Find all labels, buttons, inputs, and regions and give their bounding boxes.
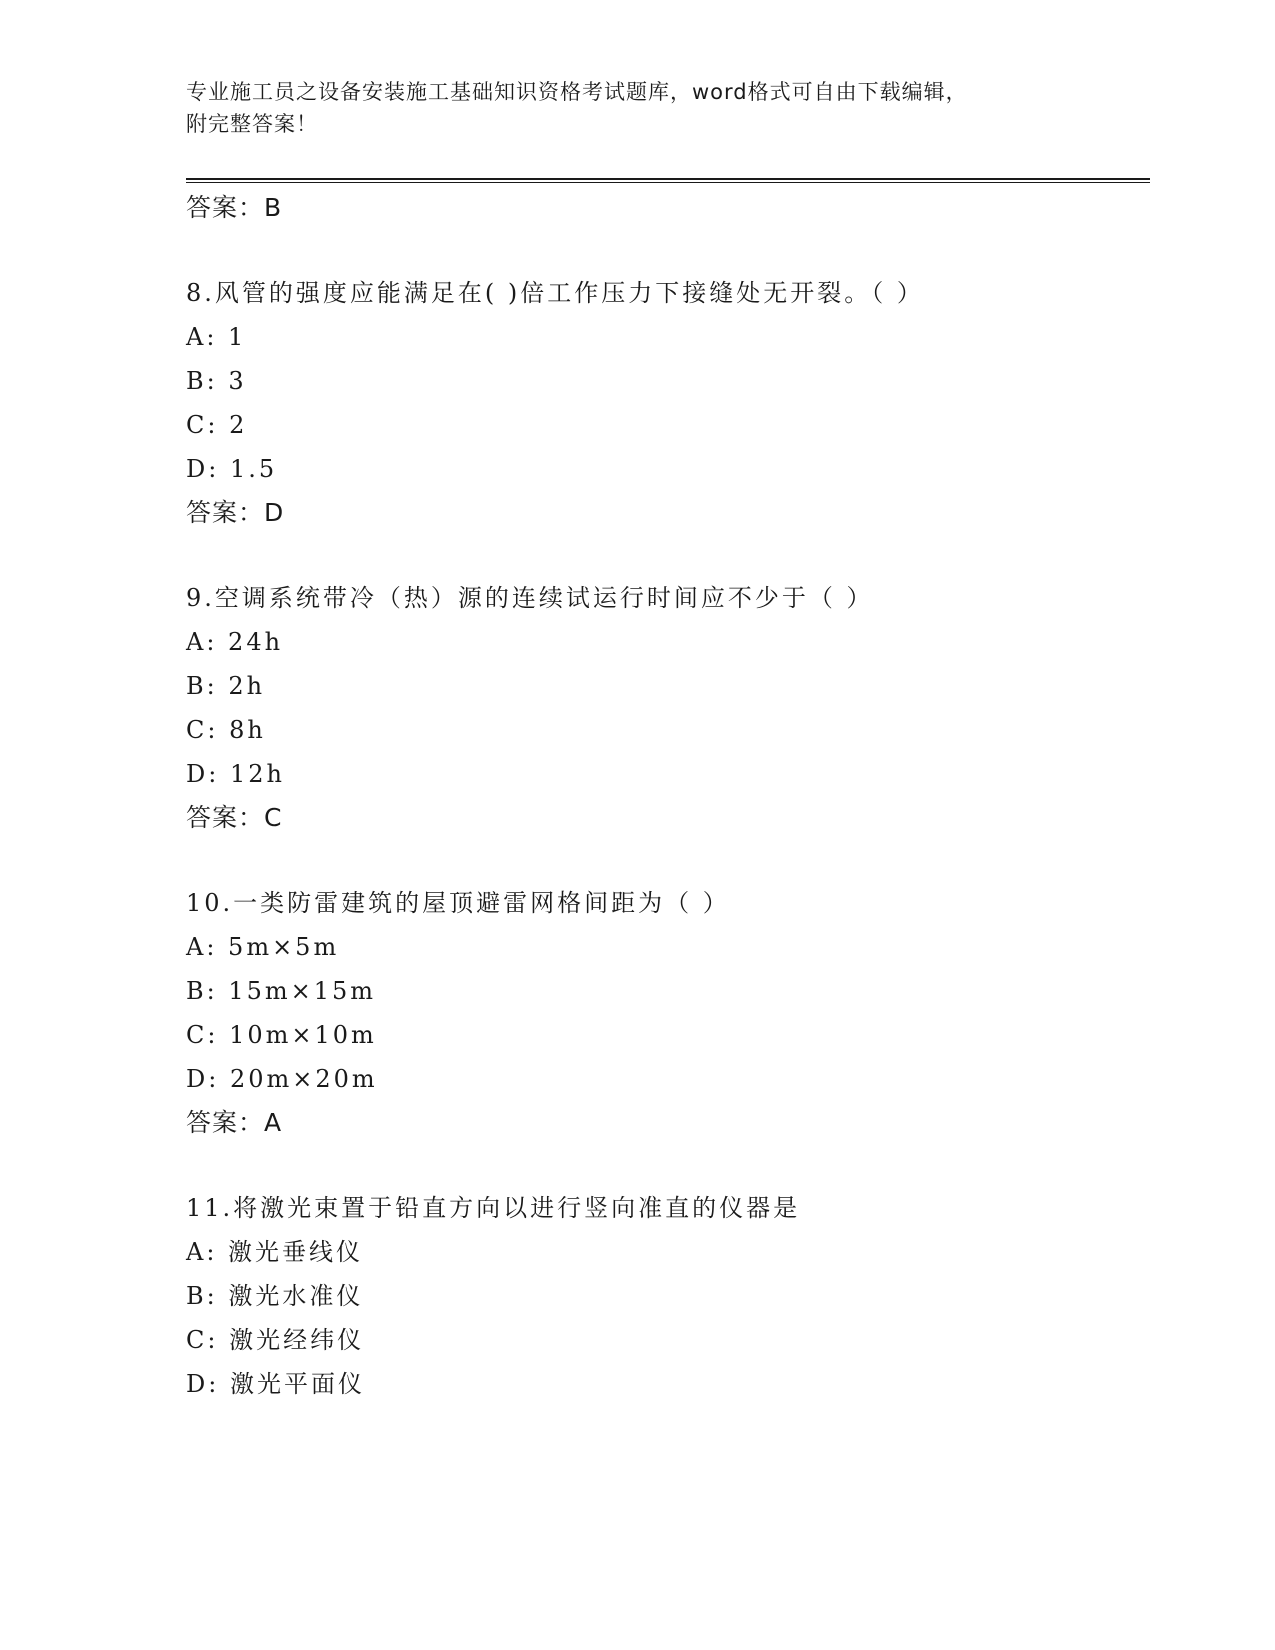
question-10-stem: 10.一类防雷建筑的屋顶避雷网格间距为（ ） bbox=[186, 889, 730, 917]
header-divider-bottom bbox=[186, 182, 1150, 183]
question-9-stem: 9.空调系统带冷（热）源的连续试运行时间应不少于（ ） bbox=[186, 584, 874, 612]
question-10-answer: 答案：A bbox=[186, 1108, 283, 1137]
question-8-option-c: C: 2 bbox=[186, 411, 248, 439]
question-8-option-d: D: 1.5 bbox=[186, 455, 278, 483]
question-9-option-d: D: 12h bbox=[186, 760, 285, 788]
header-line-2: 附完整答案！ bbox=[186, 112, 318, 136]
question-8-option-a: A: 1 bbox=[186, 323, 247, 351]
question-9-answer: 答案：C bbox=[186, 803, 283, 832]
previous-answer: 答案：B bbox=[186, 193, 283, 222]
question-10-option-d: D: 20m×20m bbox=[186, 1065, 378, 1093]
question-11-option-c: C: 激光经纬仪 bbox=[186, 1326, 365, 1354]
header-divider-top bbox=[186, 178, 1150, 180]
question-9-option-c: C: 8h bbox=[186, 716, 266, 744]
question-11-option-b: B: 激光水准仪 bbox=[186, 1282, 364, 1310]
question-10-option-b: B: 15m×15m bbox=[186, 977, 377, 1005]
question-9-option-b: B: 2h bbox=[186, 672, 266, 700]
question-11-stem: 11.将激光束置于铅直方向以进行竖向准直的仪器是 bbox=[186, 1194, 801, 1222]
question-8-option-b: B: 3 bbox=[186, 367, 247, 395]
question-8-answer: 答案：D bbox=[186, 498, 285, 527]
question-9-option-a: A: 24h bbox=[186, 628, 284, 656]
question-10-option-a: A: 5m×5m bbox=[186, 933, 340, 961]
document-header bbox=[186, 76, 1086, 140]
question-8-stem: 8.风管的强度应能满足在( )倍工作压力下接缝处无开裂。（ ） bbox=[186, 279, 924, 307]
question-10-option-c: C: 10m×10m bbox=[186, 1021, 377, 1049]
question-11-option-a: A: 激光垂线仪 bbox=[186, 1238, 364, 1266]
question-11-option-d: D: 激光平面仪 bbox=[186, 1370, 365, 1398]
header-line-1: 专业施工员之设备安装施工基础知识资格考试题库，word格式可自由下载编辑， bbox=[186, 80, 968, 104]
